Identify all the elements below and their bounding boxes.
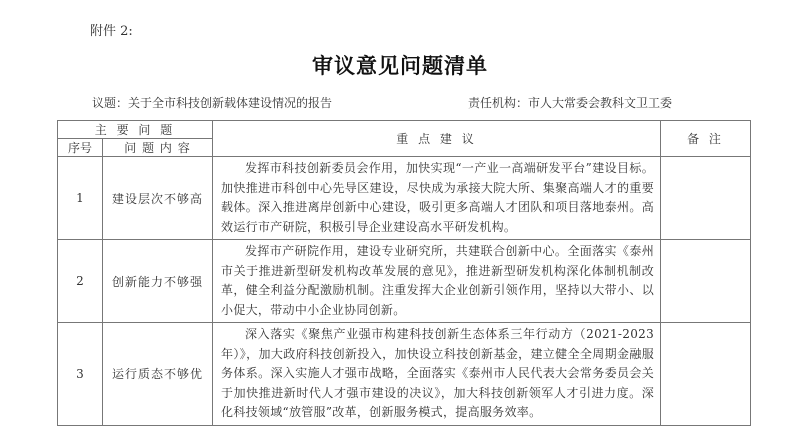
row-issue: 创新能力不够强 bbox=[103, 240, 213, 323]
row-suggestion: 深入落实《聚焦产业强市构建科技创新生态体系三年行动方（2021-2023年）》，加大政府科技创新投入，加快设立科技创新基金，建立健全全周期金融服务体系。深入实施人才强市战略，全面落实《泰州市人民代表大会常务委员会关于加快推进新时代人才强市建设的决议》，加大科技创新领军人才引进力度。深化科技领域“放管服”改革，创新服务模式，提高服务效率。 bbox=[213, 323, 661, 426]
header-seq: 序号 bbox=[58, 139, 103, 157]
row-remark bbox=[661, 240, 751, 323]
header-remark: 备 注 bbox=[661, 121, 751, 157]
row-suggestion: 发挥市产研院作用，建设专业研究所，共建联合创新中心。全面落实《泰州市关于推进新型研发机构改革发展的意见》，推进新型研发机构深化体制机制改革，健全利益分配激励机制。注重发挥大企业创新引领作用，坚持以大带小、以小促大，带动中小企业协同创新。 bbox=[213, 240, 661, 323]
table-row bbox=[58, 323, 751, 426]
row-seq: 3 bbox=[58, 323, 103, 426]
table-row bbox=[58, 157, 751, 240]
topic-line: 议题：关于全市科技创新载体建设情况的报告 bbox=[92, 96, 333, 110]
row-remark bbox=[661, 157, 751, 240]
row-remark bbox=[661, 323, 751, 426]
attachment-label: 附件 2: bbox=[90, 24, 133, 39]
page-title: 审议意见问题清单 bbox=[312, 53, 488, 78]
header-key-suggestion: 重 点 建 议 bbox=[213, 121, 661, 157]
header-issue-content: 问 题 内 容 bbox=[103, 139, 213, 157]
row-issue: 运行质态不够优 bbox=[103, 323, 213, 426]
row-seq: 2 bbox=[58, 240, 103, 323]
table-header-row bbox=[58, 121, 751, 139]
row-issue: 建设层次不够高 bbox=[103, 157, 213, 240]
row-seq: 1 bbox=[58, 157, 103, 240]
review-issue-table bbox=[57, 120, 751, 426]
row-suggestion: 发挥市科技创新委员会作用，加快实现“一产业一高端研发平台”建设目标。加快推进市科创中心先导区建设，尽快成为承接大院大所、集聚高端人才的重要载体。深入推进离岸创新中心建设，吸引更多高端人才团队和项目落地泰州。高效运行市产研院，积极引导企业建设高水平研发机构。 bbox=[213, 157, 661, 240]
responsible-agency-line: 责任机构：市人大常委会教科文卫工委 bbox=[468, 96, 673, 110]
table-row bbox=[58, 240, 751, 323]
header-main-issue: 主 要 问 题 bbox=[58, 121, 213, 139]
